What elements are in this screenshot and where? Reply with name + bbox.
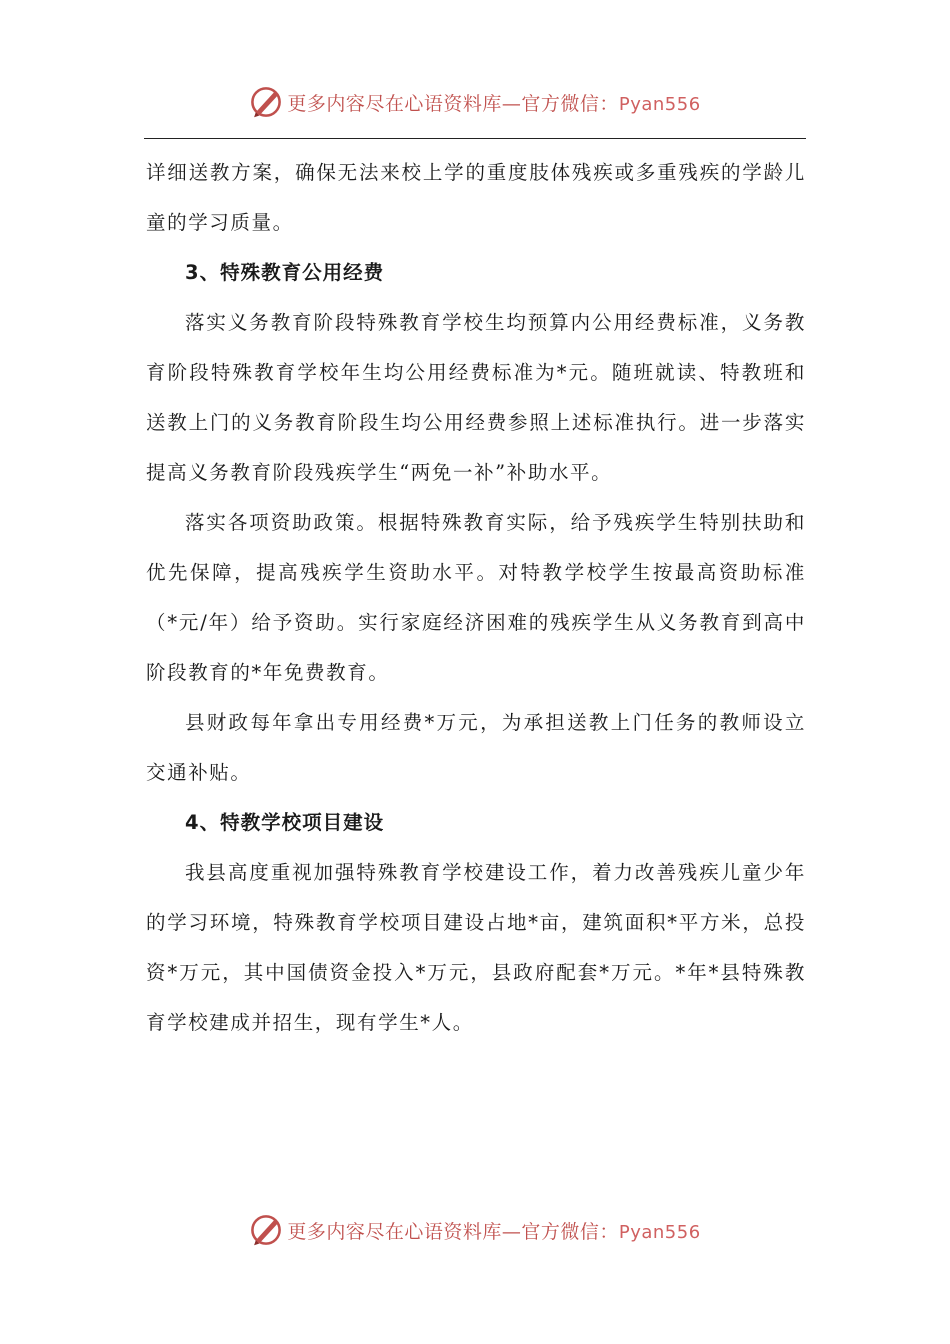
document-body bbox=[146, 148, 806, 1048]
paragraph-4: 县财政每年拿出专用经费*万元，为承担送教上门任务的教师设立交通补贴。 bbox=[146, 711, 806, 784]
pen-logo-icon bbox=[249, 85, 283, 119]
footer-wechat-id: Pyan556 bbox=[618, 1221, 701, 1243]
section-heading-3: 3、特殊教育公用经费 bbox=[185, 261, 385, 284]
paragraph-3: 落实各项资助政策。根据特殊教育实际，给予残疾学生特别扶助和优先保障，提高残疾学生资助水平。对特教学校学生按最高资助标准（*元/年）给予资助。实行家庭经济困难的残疾学生从义务教育到高中阶段教育的*年免费教育。 bbox=[146, 511, 806, 684]
paragraph-5: 我县高度重视加强特殊教育学校建设工作，着力改善残疾儿童少年的学习环境，特殊教育学校项目建设占地*亩，建筑面积*平方米，总投资*万元，其中国债资金投入*万元，县政府配套*万元。*年*县特殊教育学校建成并招生，现有学生*人。 bbox=[146, 861, 806, 1034]
header-banner-text: 更多内容尽在心语资料库—官方微信：Pyan556 bbox=[287, 92, 701, 115]
header-divider bbox=[144, 138, 806, 139]
paragraph-2: 落实义务教育阶段特殊教育学校生均预算内公用经费标准，义务教育阶段特殊教育学校年生均公用经费标准为*元。随班就读、特教班和送教上门的义务教育阶段生均公用经费参照上述标准执行。进一步落实提高义务教育阶段残疾学生“两免一补”补助水平。 bbox=[146, 311, 806, 484]
header-wechat-id: Pyan556 bbox=[618, 93, 701, 115]
section-heading-4: 4、特教学校项目建设 bbox=[185, 811, 385, 834]
header-banner bbox=[0, 80, 950, 124]
footer-banner-text: 更多内容尽在心语资料库—官方微信：Pyan556 bbox=[287, 1220, 701, 1243]
paragraph-1: 详细送教方案，确保无法来校上学的重度肢体残疾或多重残疾的学龄儿童的学习质量。 bbox=[146, 161, 806, 234]
footer-banner bbox=[0, 1208, 950, 1252]
pen-logo-icon bbox=[249, 1213, 283, 1247]
